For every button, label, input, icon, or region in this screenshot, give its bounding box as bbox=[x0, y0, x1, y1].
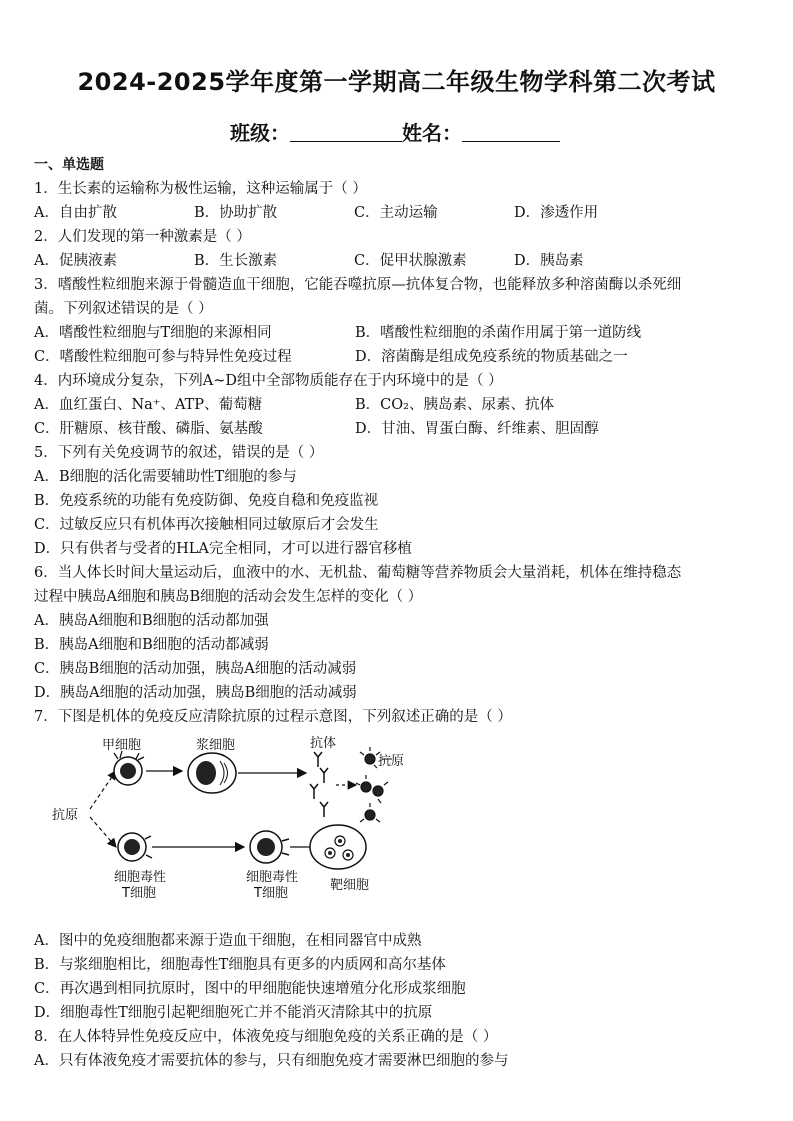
option-row bbox=[34, 393, 764, 417]
option: D．只有供者与受者的HLA完全相同，才可以进行器官移植 bbox=[34, 541, 412, 557]
option: B．胰岛A细胞和B细胞的活动都减弱 bbox=[34, 637, 269, 653]
option: D．渗透作用 bbox=[514, 205, 599, 221]
option: C．过敏反应只有机体再次接触相同过敏原后才会发生 bbox=[34, 517, 379, 533]
option: A．自由扩散 bbox=[34, 205, 117, 221]
option: A．图中的免疫细胞都来源于造血干细胞，在相同器官中成熟 bbox=[34, 933, 422, 949]
option: B．生长激素 bbox=[194, 253, 278, 269]
option: A．胰岛A细胞和B细胞的活动都加强 bbox=[34, 613, 269, 629]
label-antibody: 抗体 bbox=[310, 736, 337, 751]
option: D．胰岛A细胞的活动加强，胰岛B细胞的活动减弱 bbox=[34, 685, 357, 701]
class-label: 班级： bbox=[230, 121, 290, 145]
label-ctl2-line2: T细胞 bbox=[254, 886, 288, 901]
name-blank bbox=[462, 121, 560, 142]
question-stem: 8．在人体特异性免疫反应中，体液免疫与细胞免疫的关系正确的是（ ） bbox=[34, 1029, 498, 1045]
cytotoxic-t-cell-1 bbox=[118, 833, 152, 861]
question-stem: 3．嗜酸性粒细胞来源于骨髓造血干细胞，它能吞噬抗原—抗体复合物，也能释放多种溶菌酶以杀死细 bbox=[34, 277, 682, 293]
b-cell bbox=[114, 751, 144, 785]
name-label: 姓名： bbox=[402, 121, 462, 145]
question-stem: 4．内环境成分复杂，下列A~D组中全部物质能存在于内环境中的是（ ） bbox=[34, 373, 503, 389]
label-target-cell: 靶细胞 bbox=[330, 878, 370, 893]
class-blank bbox=[290, 121, 402, 142]
target-cell bbox=[310, 825, 366, 869]
option: B．CO₂、胰岛素、尿素、抗体 bbox=[355, 397, 554, 413]
option: A．B细胞的活化需要辅助性T细胞的参与 bbox=[34, 469, 297, 485]
section-heading: 一、单选题 bbox=[34, 157, 104, 173]
question-stem: 7．下图是机体的免疫反应清除抗原的过程示意图，下列叙述正确的是（ ） bbox=[34, 709, 512, 725]
option: A．促胰液素 bbox=[34, 253, 117, 269]
dashed-arrow-down bbox=[90, 817, 116, 847]
option: C．促甲状腺激素 bbox=[354, 253, 467, 269]
plasma-cell bbox=[188, 753, 236, 793]
student-info-line bbox=[230, 117, 560, 146]
label-ctl1-line1: 细胞毒性 bbox=[114, 870, 167, 885]
option: B．嗜酸性粒细胞的杀菌作用属于第一道防线 bbox=[355, 325, 642, 341]
option: D．溶菌酶是组成免疫系统的物质基础之一 bbox=[355, 349, 628, 365]
option: B．免疫系统的功能有免疫防御、免疫自稳和免疫监视 bbox=[34, 493, 379, 509]
option: C．胰岛B细胞的活动加强，胰岛A细胞的活动减弱 bbox=[34, 661, 357, 677]
question-stem: 菌。下列叙述错误的是（ ） bbox=[34, 301, 213, 317]
label-ctl1-line2: T细胞 bbox=[122, 886, 156, 901]
question-content bbox=[34, 153, 764, 1073]
question-stem: 2．人们发现的第一种激素是（ ） bbox=[34, 229, 251, 245]
option: A．血红蛋白、Na⁺、ATP、葡萄糖 bbox=[34, 397, 263, 413]
option: C．主动运输 bbox=[354, 205, 438, 221]
option: A．嗜酸性粒细胞与T细胞的来源相同 bbox=[34, 325, 272, 341]
label-jia-cell: 甲细胞 bbox=[102, 738, 142, 753]
question-stem: 6．当人体长时间大量运动后，血液中的水、无机盐、葡萄糖等营养物质会大量消耗，机体在维持稳态 bbox=[34, 565, 682, 581]
label-antigen-right: 抗原 bbox=[377, 754, 404, 769]
immune-diagram-svg bbox=[48, 729, 408, 929]
page-title: 2024-2025学年度第一学期高二年级生物学科第二次考试 bbox=[77, 68, 716, 96]
option-row bbox=[34, 249, 764, 273]
label-plasma-cell: 浆细胞 bbox=[196, 738, 236, 753]
option: C．再次遇到相同抗原时，图中的甲细胞能快速增殖分化形成浆细胞 bbox=[34, 981, 466, 997]
dashed-arrow-up bbox=[90, 771, 116, 809]
question-stem: 5．下列有关免疫调节的叙述，错误的是（ ） bbox=[34, 445, 324, 461]
option: A．只有体液免疫才需要抗体的参与，只有细胞免疫才需要淋巴细胞的参与 bbox=[34, 1053, 509, 1069]
option: C．肝糖原、核苷酸、磷脂、氨基酸 bbox=[34, 421, 263, 437]
label-antigen-left: 抗原 bbox=[52, 808, 79, 823]
option: D．胰岛素 bbox=[514, 253, 584, 269]
option: B．协助扩散 bbox=[194, 205, 278, 221]
option-row bbox=[34, 345, 764, 369]
immune-diagram bbox=[34, 729, 764, 929]
question-stem: 过程中胰岛A细胞和胰岛B细胞的活动会发生怎样的变化（ ） bbox=[34, 589, 423, 605]
option: D．甘油、胃蛋白酶、纤维素、胆固醇 bbox=[355, 421, 599, 437]
option-row bbox=[34, 321, 764, 345]
option: C．嗜酸性粒细胞可参与特异性免疫过程 bbox=[34, 349, 292, 365]
antibodies bbox=[310, 752, 328, 817]
option-row bbox=[34, 201, 764, 225]
label-ctl2-line1: 细胞毒性 bbox=[246, 870, 299, 885]
option: B．与浆细胞相比，细胞毒性T细胞具有更多的内质网和高尔基体 bbox=[34, 957, 446, 973]
cytotoxic-t-cell-2 bbox=[250, 831, 289, 863]
option: D．细胞毒性T细胞引起靶细胞死亡并不能消灭清除其中的抗原 bbox=[34, 1005, 433, 1021]
option-row bbox=[34, 417, 764, 441]
question-stem: 1．生长素的运输称为极性运输，这种运输属于（ ） bbox=[34, 181, 367, 197]
